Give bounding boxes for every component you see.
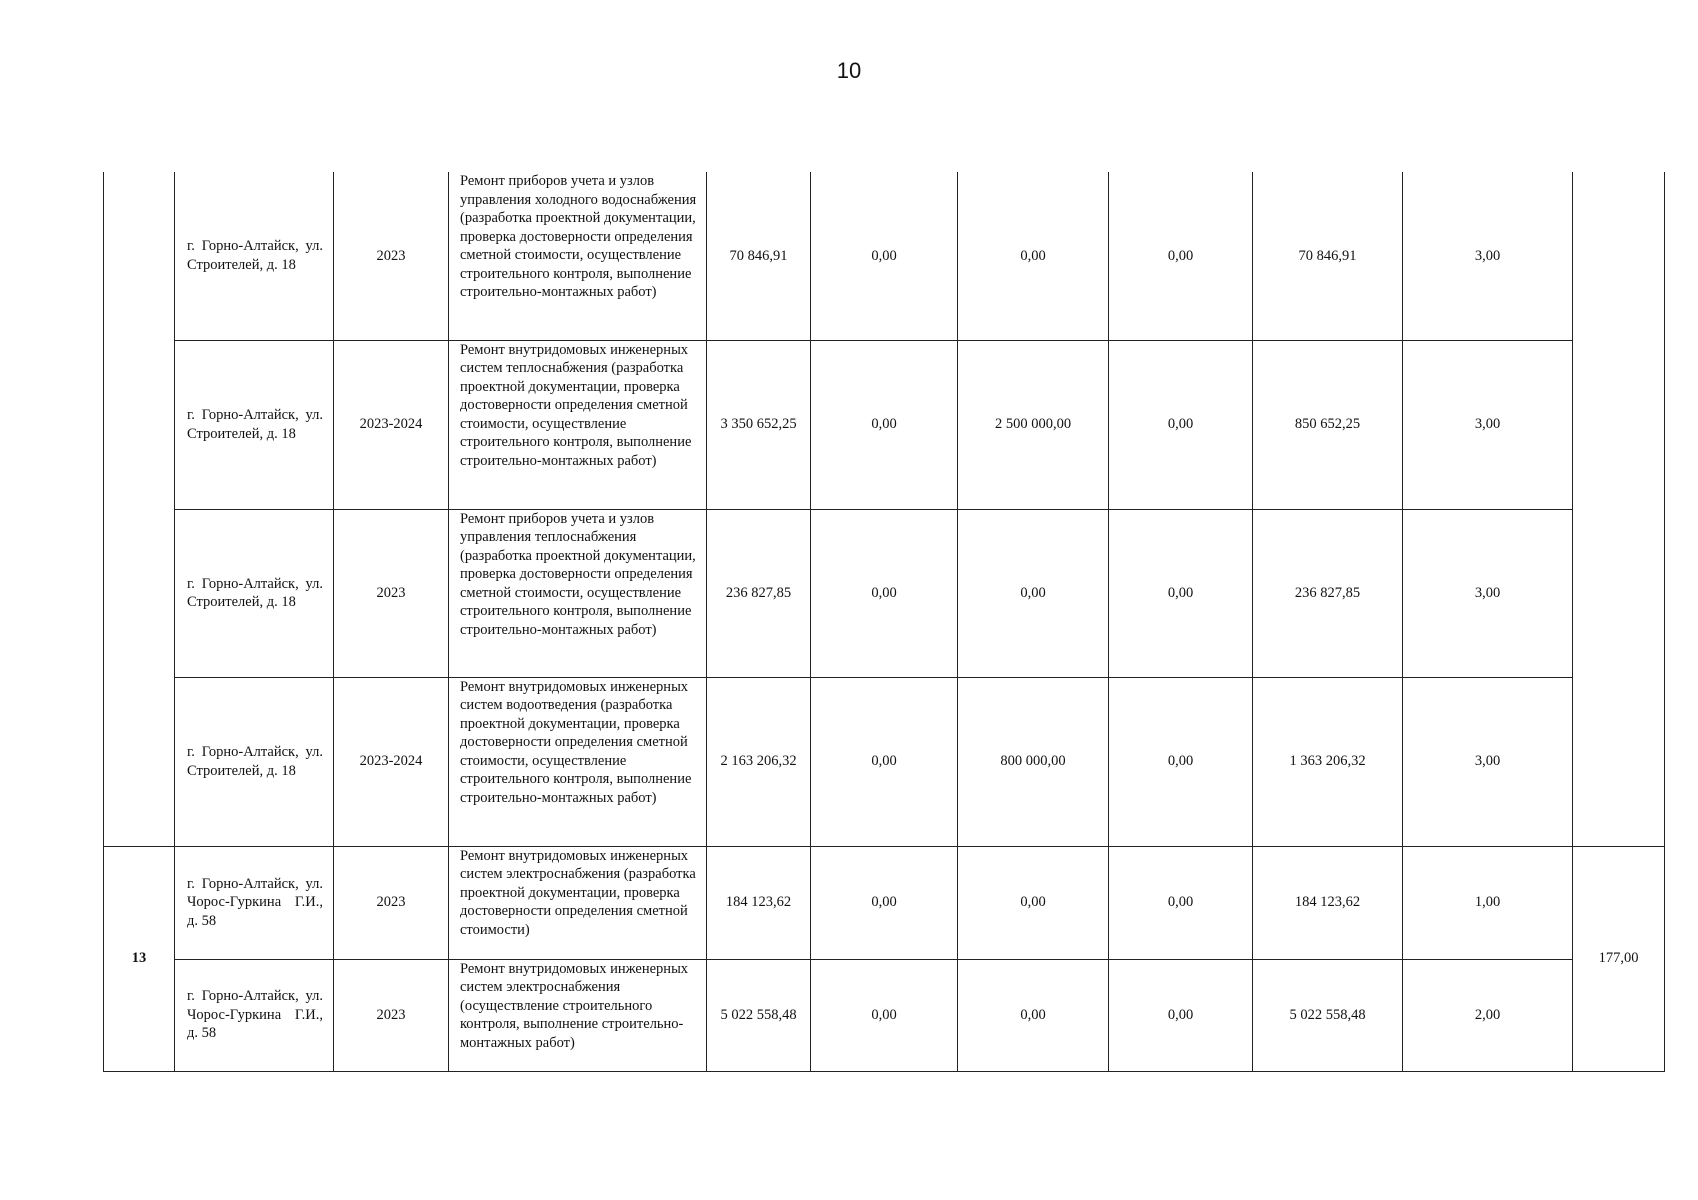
period-cell: 2023 [334, 959, 449, 1071]
address-cell: г. Горно-Алтайск, ул. Строителей, д. 18 [175, 340, 334, 509]
address-cell: г. Горно-Алтайск, ул. Строителей, д. 18 [175, 172, 334, 340]
index-cell: 13 [104, 846, 175, 1071]
value-cell: 0,00 [811, 340, 958, 509]
value-cell: 800 000,00 [958, 677, 1109, 846]
value-cell: 1 363 206,32 [1253, 677, 1403, 846]
value-cell: 0,00 [1109, 846, 1253, 959]
work-description-cell: Ремонт внутридомовых инженерных систем теплоснабжения (разработка проектной документации, проверка достоверности определения сметной стоимости, осуществление строительного контроля, выполнение строительно-монтажных работ) [449, 340, 707, 509]
value-cell: 184 123,62 [1253, 846, 1403, 959]
index-cell [104, 172, 175, 846]
value-cell: 3,00 [1403, 509, 1573, 677]
work-description-cell: Ремонт внутридомовых инженерных систем электроснабжения (разработка проектной документации, проверка достоверности определения сметной стоимости) [449, 846, 707, 959]
table-row [104, 172, 1665, 340]
address-cell: г. Горно-Алтайск, ул. Строителей, д. 18 [175, 677, 334, 846]
value-cell: 236 827,85 [1253, 509, 1403, 677]
value-cell: 0,00 [1109, 172, 1253, 340]
total-cost-cell: 3 350 652,25 [707, 340, 811, 509]
total-cost-cell: 2 163 206,32 [707, 677, 811, 846]
table-row [104, 959, 1665, 1071]
page-number: 10 [836, 58, 862, 83]
period-cell: 2023-2024 [334, 677, 449, 846]
address-cell: г. Горно-Алтайск, ул. Чорос-Гуркина Г.И., д. 58 [175, 846, 334, 959]
period-cell: 2023 [334, 846, 449, 959]
table-row [104, 509, 1665, 677]
table-row [104, 340, 1665, 509]
address-cell: г. Горно-Алтайск, ул. Строителей, д. 18 [175, 509, 334, 677]
group-total-cell [1573, 172, 1665, 846]
table-row [104, 846, 1665, 959]
group-total-cell: 177,00 [1573, 846, 1665, 1071]
value-cell: 0,00 [958, 509, 1109, 677]
value-cell: 1,00 [1403, 846, 1573, 959]
work-description-cell: Ремонт приборов учета и узлов управления теплоснабжения (разработка проектной документации, проверка достоверности определения сметной стоимости, осуществление строительного контроля, выполнение строительно-монтажных работ) [449, 509, 707, 677]
value-cell: 0,00 [811, 959, 958, 1071]
value-cell: 0,00 [958, 846, 1109, 959]
value-cell: 0,00 [811, 846, 958, 959]
value-cell: 0,00 [958, 172, 1109, 340]
total-cost-cell: 70 846,91 [707, 172, 811, 340]
capital-repair-table [103, 172, 1665, 1072]
total-cost-cell: 5 022 558,48 [707, 959, 811, 1071]
value-cell: 3,00 [1403, 340, 1573, 509]
value-cell: 0,00 [958, 959, 1109, 1071]
total-cost-cell: 184 123,62 [707, 846, 811, 959]
work-description-cell: Ремонт приборов учета и узлов управления холодного водоснабжения (разработка проектной документации, проверка достоверности определения сметной стоимости, осуществление строительного контроля, выполнение строительно-монтажных работ) [449, 172, 707, 340]
value-cell: 0,00 [1109, 509, 1253, 677]
value-cell: 3,00 [1403, 172, 1573, 340]
work-description-cell: Ремонт внутридомовых инженерных систем водоотведения (разработка проектной документации, проверка достоверности определения сметной стоимости, осуществление строительного контроля, выполнение строительно-монтажных работ) [449, 677, 707, 846]
value-cell: 0,00 [1109, 959, 1253, 1071]
value-cell: 0,00 [811, 677, 958, 846]
value-cell: 0,00 [811, 509, 958, 677]
value-cell: 0,00 [811, 172, 958, 340]
value-cell: 5 022 558,48 [1253, 959, 1403, 1071]
period-cell: 2023 [334, 172, 449, 340]
value-cell: 0,00 [1109, 340, 1253, 509]
period-cell: 2023 [334, 509, 449, 677]
value-cell: 3,00 [1403, 677, 1573, 846]
address-cell: г. Горно-Алтайск, ул. Чорос-Гуркина Г.И., д. 58 [175, 959, 334, 1071]
value-cell: 850 652,25 [1253, 340, 1403, 509]
value-cell: 2,00 [1403, 959, 1573, 1071]
period-cell: 2023-2024 [334, 340, 449, 509]
work-description-cell: Ремонт внутридомовых инженерных систем электроснабжения (осуществление строительного контроля, выполнение строительно-монтажных работ) [449, 959, 707, 1071]
total-cost-cell: 236 827,85 [707, 509, 811, 677]
value-cell: 2 500 000,00 [958, 340, 1109, 509]
value-cell: 0,00 [1109, 677, 1253, 846]
table-row [104, 677, 1665, 846]
value-cell: 70 846,91 [1253, 172, 1403, 340]
